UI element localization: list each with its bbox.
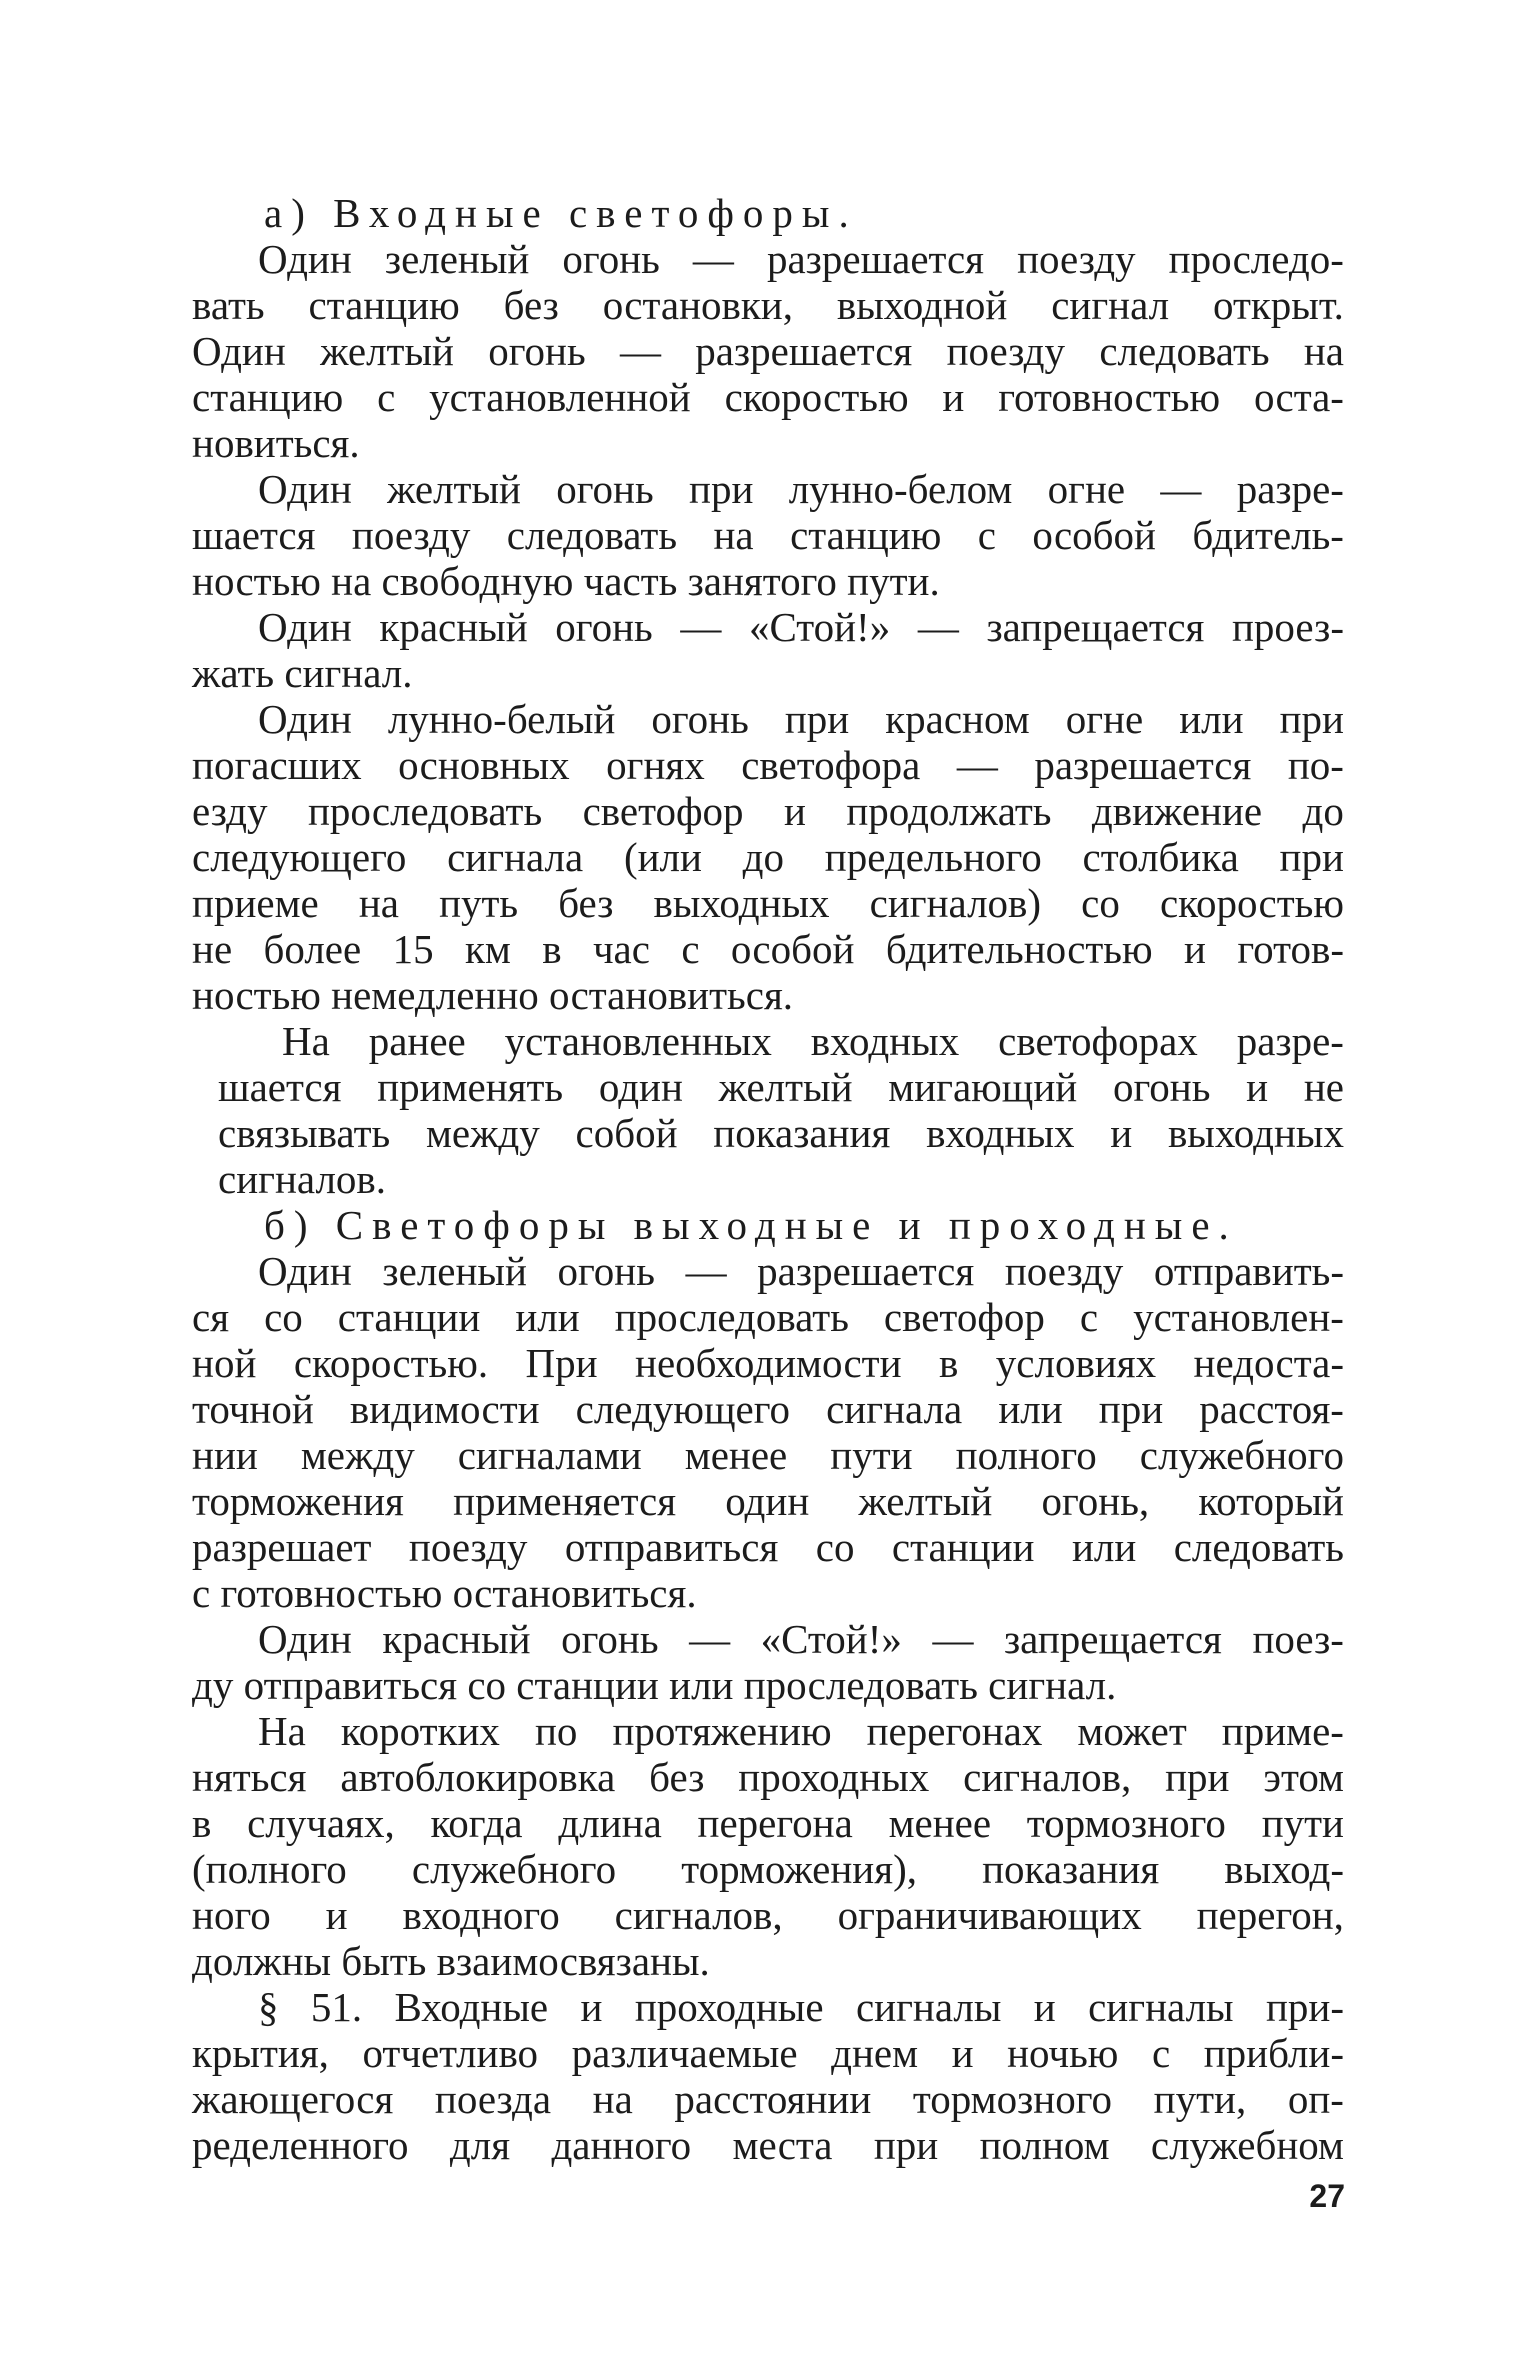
- text-line: ределенного для данного места при полном служебном: [192, 2122, 1344, 2168]
- text-line: ся со станции или проследовать светофор с установлен-: [192, 1294, 1344, 1340]
- text-line: следующего сигнала (или до предельного столбика при: [192, 834, 1344, 880]
- text-line: (полного служебного торможения), показания выход-: [192, 1846, 1344, 1892]
- text-line: Один зеленый огонь — разрешается поезду отправить-: [258, 1248, 1344, 1294]
- text-line: в случаях, когда длина перегона менее тормозного пути: [192, 1800, 1344, 1846]
- text-line: крытия, отчетливо различаемые днем и ночью с прибли-: [192, 2030, 1344, 2076]
- text-line: Один желтый огонь — разрешается поезду следовать на: [192, 328, 1344, 374]
- text-line: Один желтый огонь при лунно-белом огне — разре-: [258, 466, 1344, 512]
- text-line: Один зеленый огонь — разрешается поезду проследо-: [258, 236, 1344, 282]
- text-line: ного и входного сигналов, ограничивающих перегон,: [192, 1892, 1344, 1938]
- text-line: На коротких по протяжению перегонах может приме-: [258, 1708, 1344, 1754]
- text-line: ностью немедленно остановиться.: [192, 972, 794, 1018]
- text-line: новиться.: [192, 420, 360, 466]
- text-line: точной видимости следующего сигнала или при расстоя-: [192, 1386, 1344, 1432]
- text-line: жать сигнал.: [192, 650, 413, 696]
- text-line: На ранее установленных входных светофорах разре-: [282, 1018, 1344, 1064]
- text-line: ду отправиться со станции или проследовать сигнал.: [192, 1662, 1117, 1708]
- text-line: Один красный огонь — «Стой!» — запрещается поез-: [258, 1616, 1344, 1662]
- text-line: разрешает поезду отправиться со станции или следовать: [192, 1524, 1344, 1570]
- text-line: торможения применяется один желтый огонь, который: [192, 1478, 1344, 1524]
- text-line: шается применять один желтый мигающий огонь и не: [218, 1064, 1344, 1110]
- text-line: Один лунно-белый огонь при красном огне или при: [258, 696, 1344, 742]
- text-line: езду проследовать светофор и продолжать движение до: [192, 788, 1344, 834]
- text-line: приеме на путь без выходных сигналов) со скоростью: [192, 880, 1344, 926]
- text-line: ной скоростью. При необходимости в условиях недоста-: [192, 1340, 1344, 1386]
- text-line: Один красный огонь — «Стой!» — запрещается проез-: [258, 604, 1344, 650]
- text-line: не более 15 км в час с особой бдительностью и готов-: [192, 926, 1344, 972]
- section-heading-b: б) Светофоры выходные и проходные.: [264, 1202, 1238, 1248]
- text-line: нии между сигналами менее пути полного служебного: [192, 1432, 1344, 1478]
- text-line: ностью на свободную часть занятого пути.: [192, 558, 940, 604]
- text-line: с готовностью остановиться.: [192, 1570, 697, 1616]
- text-line: станцию с установленной скоростью и готовностью оста-: [192, 374, 1344, 420]
- text-line: должны быть взаимосвязаны.: [192, 1938, 710, 1984]
- text-line: погасших основных огнях светофора — разрешается по-: [192, 742, 1344, 788]
- section-heading-a: а) Входные светофоры.: [264, 190, 858, 236]
- text-line: сигналов.: [218, 1156, 387, 1202]
- text-line: шается поезду следовать на станцию с особой бдитель-: [192, 512, 1344, 558]
- page-number: 27: [1309, 2178, 1345, 2214]
- text-line: жающегося поезда на расстоянии тормозного пути, оп-: [192, 2076, 1344, 2122]
- text-line: няться автоблокировка без проходных сигналов, при этом: [192, 1754, 1344, 1800]
- text-line: связывать между собой показания входных и выходных: [218, 1110, 1344, 1156]
- text-line: вать станцию без остановки, выходной сигнал открыт.: [192, 282, 1344, 328]
- text-line: § 51. Входные и проходные сигналы и сигналы при-: [258, 1984, 1344, 2030]
- page-body: [192, 190, 1344, 2168]
